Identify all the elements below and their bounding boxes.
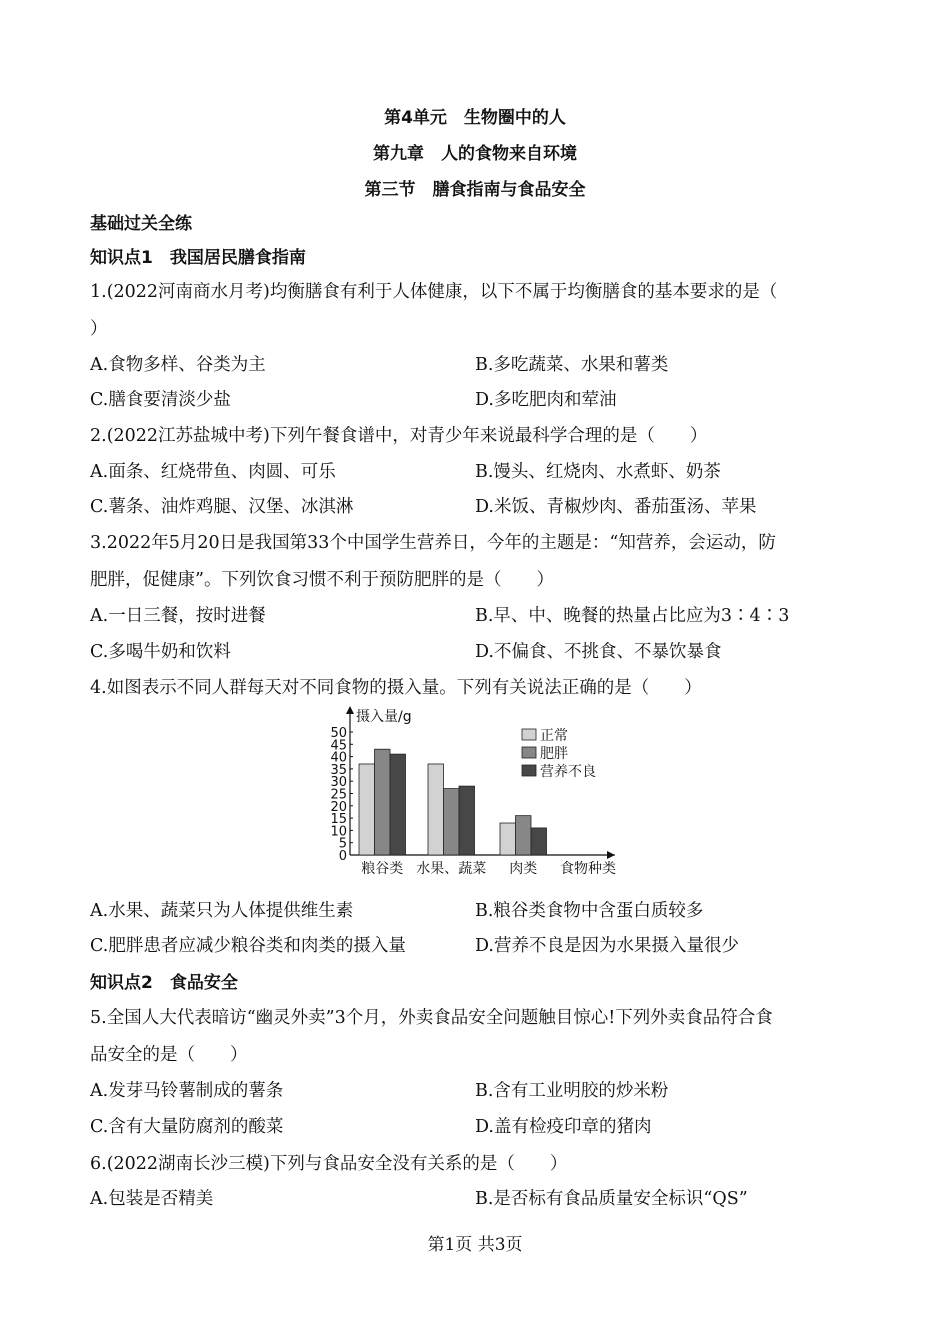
- q2-option-c: C.薯条、油炸鸡腿、汉堡、冰淇淋: [90, 497, 354, 517]
- chart-bars: [359, 749, 547, 855]
- y-tick-label: 0: [338, 849, 347, 864]
- q5-option-c: C.含有大量防腐剂的酸菜: [90, 1117, 284, 1137]
- y-tick-label: 30: [330, 775, 347, 791]
- y-tick-label: 50: [330, 726, 347, 741]
- q1-stem-line2: ）: [90, 319, 108, 339]
- y-tick-label: 45: [330, 738, 347, 754]
- legend-swatch: [522, 747, 536, 758]
- chapter-title: 第九章 人的食物来自环境: [373, 144, 577, 164]
- x-axis-label: 食物种类: [560, 861, 616, 877]
- legend-label: 营养不良: [540, 764, 596, 780]
- y-tick-label: 40: [330, 750, 347, 766]
- bar-3-1: [500, 823, 516, 855]
- y-tick-label: 25: [330, 787, 347, 803]
- x-category-label: 水果、蔬菜: [416, 861, 487, 877]
- page-footer: 第1页 共3页: [427, 1235, 523, 1255]
- q5-stem-line2: 品安全的是（ ）: [90, 1045, 248, 1065]
- bar-3-3: [531, 828, 547, 855]
- y-axis-label: 摄入量/g: [356, 709, 412, 725]
- q1-stem-line1: 1.(2022河南商水月考)均衡膳食有利于人体健康，以下不属于均衡膳食的基本要求的是（: [90, 282, 778, 302]
- bar-2-1: [428, 764, 444, 855]
- q3-stem-line2: 肥胖，促健康”。下列饮食习惯不利于预防肥胖的是（ ）: [90, 570, 554, 590]
- y-tick-label: 15: [330, 812, 347, 828]
- bar-1-3: [390, 754, 406, 855]
- q1-option-b: B.多吃蔬菜、水果和薯类: [475, 355, 669, 375]
- q3-option-c: C.多喝牛奶和饮料: [90, 642, 231, 662]
- practice-title: 基础过关全练: [90, 214, 192, 234]
- q1-option-c: C.膳食要清淡少盐: [90, 390, 231, 410]
- y-tick-label: 35: [330, 762, 347, 778]
- q6-option-b: B.是否标有食品质量安全标识“QS”: [475, 1189, 748, 1209]
- legend-swatch: [522, 729, 536, 740]
- q3-stem-line1: 3.2022年5月20日是我国第33个中国学生营养日，今年的主题是：“知营养，会运动，防: [90, 533, 776, 553]
- q4-option-d: D.营养不良是因为水果摄入量很少: [475, 936, 739, 956]
- x-axis-arrow: [607, 851, 615, 859]
- q3-option-a: A.一日三餐，按时进餐: [90, 606, 266, 626]
- q6-option-a: A.包装是否精美: [90, 1189, 214, 1209]
- q5-option-b: B.含有工业明胶的炒米粉: [475, 1081, 669, 1101]
- y-tick-label: 10: [330, 824, 347, 840]
- q3-option-d: D.不偏食、不挑食、不暴饮暴食: [475, 642, 722, 662]
- knowledge-point-2-title: 知识点2 食品安全: [90, 973, 238, 993]
- x-category-label: 粮谷类: [361, 861, 404, 877]
- y-tick-label: 20: [330, 799, 347, 815]
- unit-title: 第4单元 生物圈中的人: [384, 108, 566, 128]
- q4-option-b: B.粮谷类食物中含蛋白质较多: [475, 901, 704, 921]
- q4-option-c: C.肥胖患者应减少粮谷类和肉类的摄入量: [90, 936, 406, 956]
- q4-option-a: A.水果、蔬菜只为人体提供维生素: [90, 901, 354, 921]
- section-title: 第三节 膳食指南与食品安全: [364, 180, 586, 200]
- q5-option-d: D.盖有检疫印章的猪肉: [475, 1117, 652, 1137]
- bar-1-2: [375, 749, 391, 855]
- q4-stem: 4.如图表示不同人群每天对不同食物的摄入量。下列有关说法正确的是（ ）: [90, 678, 702, 698]
- bar-3-2: [516, 816, 532, 855]
- q2-option-b: B.馒头、红烧肉、水煮虾、奶茶: [475, 462, 721, 482]
- y-tick-label: 5: [338, 836, 347, 852]
- legend-label: 正常: [540, 728, 568, 744]
- legend-label: 肥胖: [540, 746, 568, 762]
- y-axis-arrow: [346, 706, 354, 714]
- q3-option-b: B.早、中、晚餐的热量占比应为3∶4∶3: [475, 606, 790, 626]
- q1-option-d: D.多吃肥肉和荤油: [475, 390, 617, 410]
- x-category-label: 肉类: [509, 861, 538, 877]
- knowledge-point-1-title: 知识点1 我国居民膳食指南: [90, 248, 306, 268]
- chart-legend: [522, 727, 596, 780]
- legend-swatch: [522, 765, 536, 776]
- bar-2-3: [459, 786, 475, 855]
- bar-2-2: [444, 789, 460, 855]
- q5-option-a: A.发芽马铃薯制成的薯条: [90, 1081, 284, 1101]
- q5-stem-line1: 5.全国人大代表暗访“幽灵外卖”3个月，外卖食品安全问题触目惊心!下列外卖食品符合食: [90, 1008, 773, 1028]
- q2-option-a: A.面条、红烧带鱼、肉圆、可乐: [90, 462, 336, 482]
- q1-option-a: A.食物多样、谷类为主: [90, 355, 266, 375]
- bar-1-1: [359, 764, 375, 855]
- q6-stem: 6.(2022湖南长沙三模)下列与食品安全没有关系的是（ ）: [90, 1154, 568, 1174]
- intake-bar-chart: [320, 700, 630, 880]
- q2-option-d: D.米饭、青椒炒肉、番茄蛋汤、苹果: [475, 497, 757, 517]
- q2-stem: 2.(2022江苏盐城中考)下列午餐食谱中，对青少年来说最科学合理的是（ ）: [90, 426, 708, 446]
